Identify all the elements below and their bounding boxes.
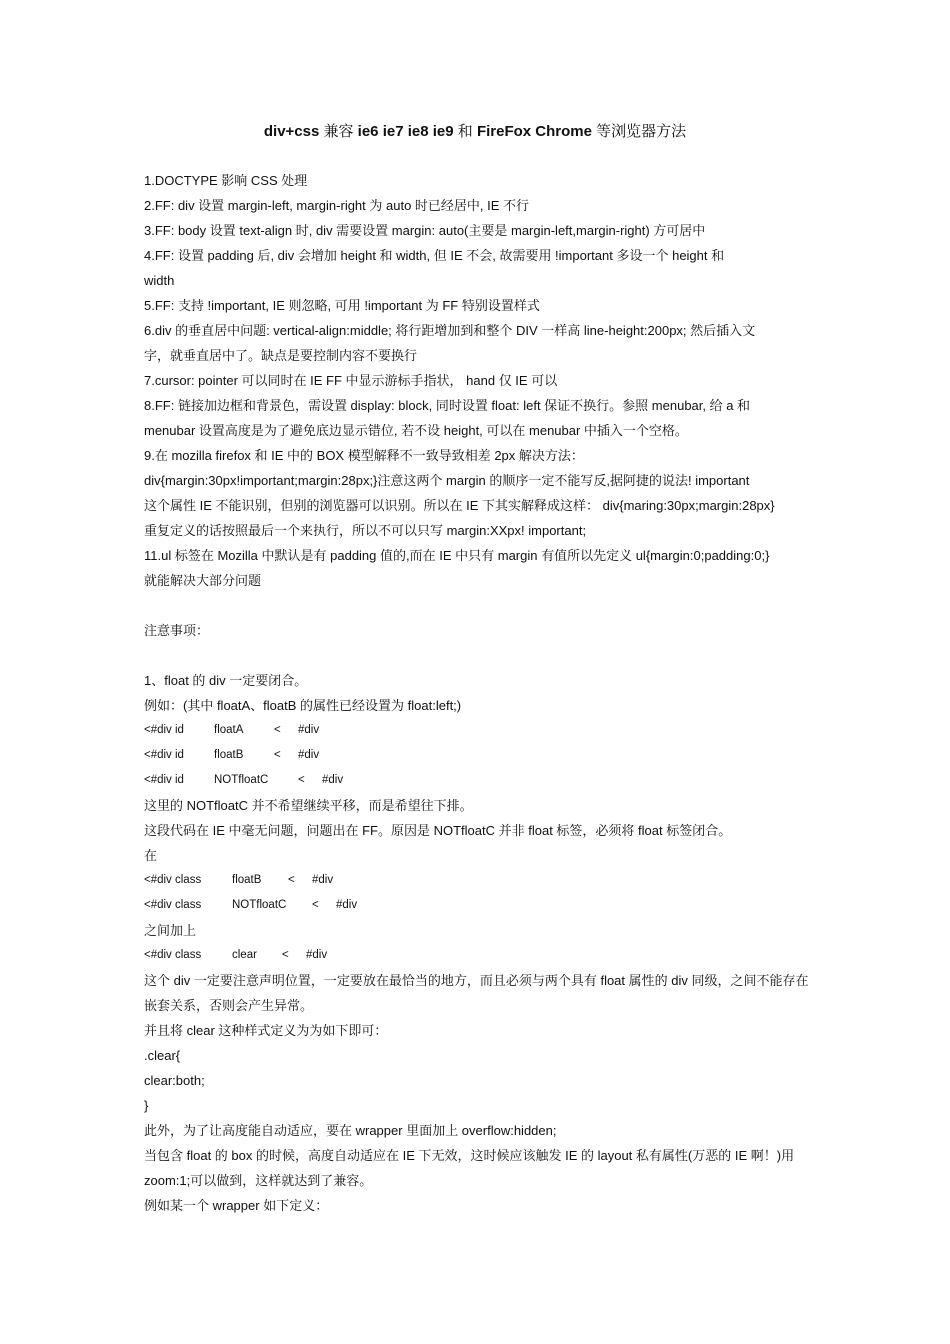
note-item: 1、float 的 div 一定要闭合。 [144, 673, 308, 688]
code-token: < [298, 774, 305, 786]
code-line [144, 743, 809, 768]
text-line: 字，就垂直居中了。缺点是要控制内容不要换行 [144, 348, 418, 363]
code-token: #div [312, 874, 334, 886]
blank-line [144, 643, 809, 668]
title-part: FireFox Chrome [476, 123, 592, 140]
text-line: 6.div 的垂直居中问题: vertical-align:middle; 将行距增加到和整个 DIV 一样高 line-height:200px; 然后插入文 [144, 323, 756, 338]
text-line: 11.ul 标签在 Mozilla 中默认是有 padding 值的,而在 IE 中只有 margin 有值所以先定义 ul{margin:0;padding:0;} [144, 548, 770, 563]
code-token: floatB [214, 749, 244, 761]
title-part: 等浏览器方法 [591, 123, 687, 140]
paragraph: 之间加上 [144, 923, 197, 938]
text-line: 例如某一个 wrapper 如下定义： [144, 1198, 329, 1213]
code-token: <#div class [144, 874, 202, 886]
code-line [144, 893, 809, 918]
document-body [144, 168, 809, 1218]
code-token: < [288, 874, 295, 886]
text-line: 4.FF: 设置 padding 后, div 会增加 height 和 width, 但 IE 不会, 故需要用 !important 多设一个 height 和 [144, 248, 725, 263]
code-token: <#div id [144, 774, 184, 786]
text-line: 2.FF: div 设置 margin-left, margin-right 为 auto 时已经居中, IE 不行 [144, 198, 530, 213]
paragraph: 这里的 NOTfloatC 并不希望继续平移，而是希望往下排。 [144, 798, 473, 813]
text-line: 当包含 float 的 box 的时候，高度自动适应在 IE 下无效，这时候应该触发 IE 的 layout 私有属性(万恶的 IE 啊！)用 [144, 1148, 795, 1163]
code-token: < [274, 749, 281, 761]
text-line: 8.FF: 链接加边框和背景色，需设置 display: block, 同时设置 float: left 保证不换行。参照 menubar, 给 a 和 [144, 398, 751, 413]
code-line: clear:both; [144, 1073, 205, 1088]
paragraph: 在 [144, 848, 158, 863]
code-token: <#div class [144, 949, 202, 961]
text-line: width [144, 273, 175, 288]
code-token: floatA [214, 724, 244, 736]
text-line: 此外，为了让高度能自动适应，要在 wrapper 里面加上 overflow:hidden; [144, 1123, 557, 1138]
text-line: menubar 设置高度是为了避免底边显示错位, 若不设 height, 可以在 menubar 中插入一个空格。 [144, 423, 688, 438]
code-line [144, 718, 809, 743]
text-line: div{margin:30px!important;margin:28px;}注意这两个 margin 的顺序一定不能写反,据阿捷的说法! important [144, 473, 750, 488]
notes-heading: 注意事项： [144, 623, 210, 638]
code-line: } [144, 1098, 149, 1113]
blank-line [144, 593, 809, 618]
text-line: 嵌套关系，否则会产生异常。 [144, 998, 314, 1013]
code-token: #div [336, 899, 358, 911]
text-line: 9.在 mozilla firefox 和 IE 中的 BOX 模型解释不一致导致相差 2px 解决方法： [144, 448, 584, 463]
code-token: < [312, 899, 319, 911]
code-token: floatB [232, 874, 262, 886]
code-token: < [274, 724, 281, 736]
text-line: 7.cursor: pointer 可以同时在 IE FF 中显示游标手指状， hand 仅 IE 可以 [144, 373, 558, 388]
code-token: <#div id [144, 724, 184, 736]
text-line: 3.FF: body 设置 text-align 时, div 需要设置 margin: auto(主要是 margin-left,margin-right) 方可居中 [144, 223, 706, 238]
code-token: #div [298, 749, 320, 761]
title-part: 和 [453, 123, 477, 140]
code-token: #div [306, 949, 328, 961]
code-token: NOTfloatC [214, 774, 269, 786]
code-line [144, 768, 809, 793]
text-line: 这个属性 IE 不能识别，但别的浏览器可以识别。所以在 IE 下其实解释成这样： div{maring:30px;margin:28px} [144, 498, 775, 513]
text-line: 这个 div 一定要注意声明位置，一定要放在最恰当的地方，而且必须与两个具有 float 属性的 div 同级，之间不能存在 [144, 973, 809, 988]
code-line: .clear{ [144, 1048, 181, 1063]
title-part: 兼容 [319, 123, 358, 140]
title-part: ie6 ie7 ie8 ie9 [357, 123, 454, 140]
text-line: 重复定义的话按照最后一个来执行，所以不可以只写 margin:XXpx! important; [144, 523, 587, 538]
text-line: 1.DOCTYPE 影响 CSS 处理 [144, 173, 308, 188]
code-token: #div [322, 774, 344, 786]
code-token: clear [232, 949, 257, 961]
code-token: <#div id [144, 749, 184, 761]
text-line: 就能解决大部分问题 [144, 573, 262, 588]
code-line [144, 943, 809, 968]
code-token: <#div class [144, 899, 202, 911]
code-token: < [282, 949, 289, 961]
code-token: NOTfloatC [232, 899, 287, 911]
paragraph: 这段代码在 IE 中毫无问题，问题出在 FF。原因是 NOTfloatC 并非 float 标签，必须将 float 标签闭合。 [144, 823, 732, 838]
text-line: 并且将 clear 这种样式定义为为如下即可： [144, 1023, 388, 1038]
title-part: div+css [263, 123, 320, 140]
code-token: #div [298, 724, 320, 736]
code-line [144, 868, 809, 893]
example-intro: 例如：(其中 floatA、floatB 的属性已经设置为 float:left;) [144, 698, 462, 713]
document-title [0, 121, 950, 143]
text-line: zoom:1;可以做到，这样就达到了兼容。 [144, 1173, 373, 1188]
text-line: 5.FF: 支持 !important, IE 则忽略, 可用 !important 为 FF 特别设置样式 [144, 298, 540, 313]
